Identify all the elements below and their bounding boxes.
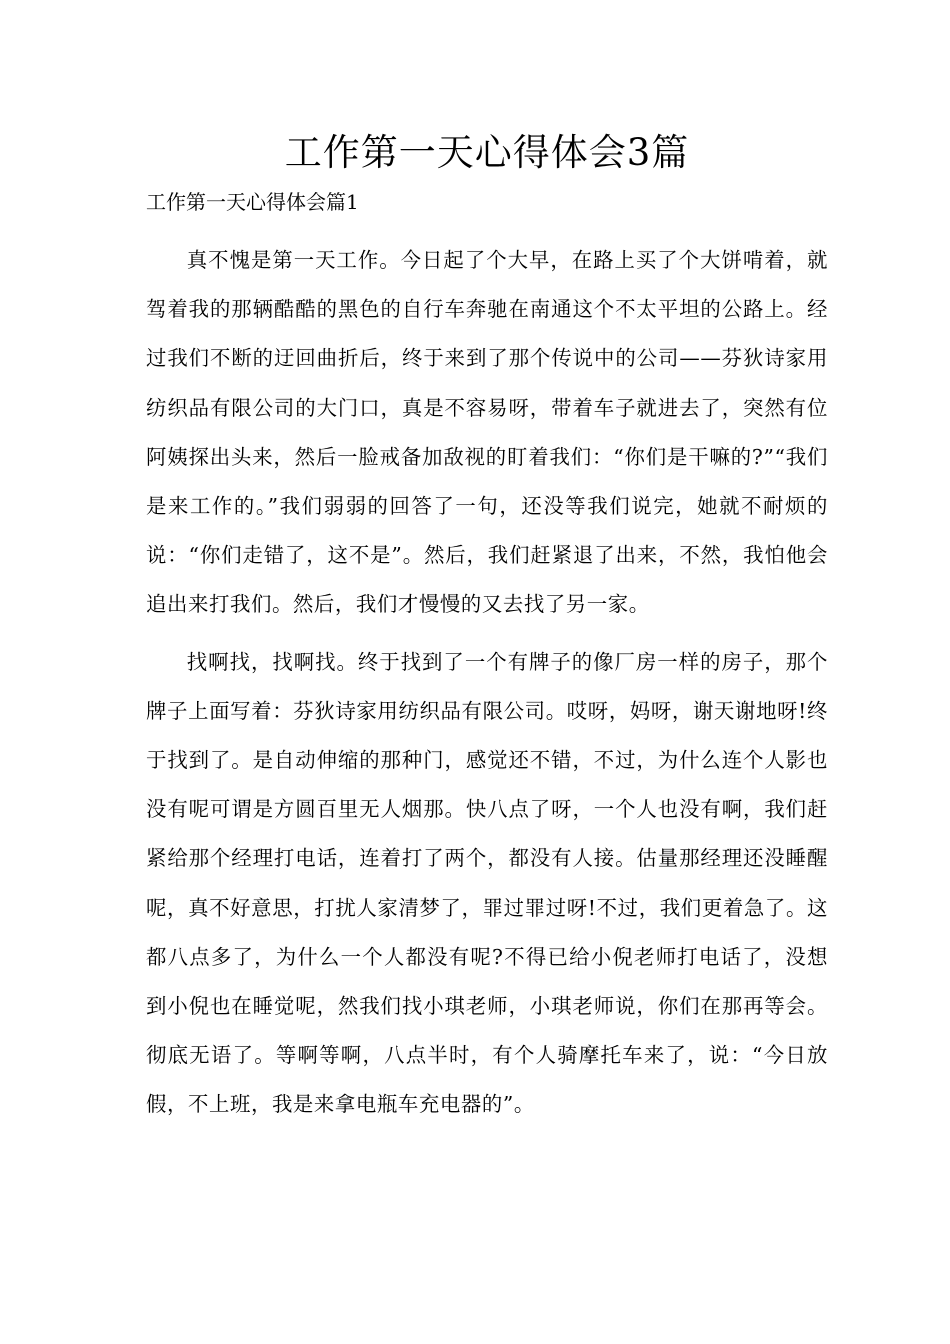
paragraph: 真不愧是第一天工作。今日起了个大早，在路上买了个大饼啃着，就驾着我的那辆酷酷的黑色的自行车奔驰在南通这个不太平坦的公路上。经过我们不断的迂回曲折后，终于来到了那个传说中的公司——芬狄诗家用纺织品有限公司的大门口，真是不容易呀，带着车子就进去了，突然有位阿姨探出头来，然后一脸戒备加敌视的盯着我们：“你们是干嘛的?”“我们是来工作的。”我们弱弱的回答了一句，还没等我们说完，她就不耐烦的说：“你们走错了，这不是”。然后，我们赶紧退了出来，不然，我怕他会追出来打我们。然后，我们才慢慢的又去找了另一家。 — [146, 248, 828, 617]
section-heading: 工作第一天心得体会篇1 — [146, 190, 359, 214]
article-body — [146, 236, 828, 1130]
document-title: 工作第一天心得体会3篇 — [284, 131, 690, 174]
paragraph: 找啊找，找啊找。终于找到了一个有牌子的像厂房一样的房子，那个牌子上面写着：芬狄诗家用纺织品有限公司。哎呀，妈呀，谢天谢地呀!终于找到了。是自动伸缩的那种门，感觉还不错，不过，为什么连个人影也没有呢可谓是方圆百里无人烟那。快八点了呀，一个人也没有啊，我们赶紧给那个经理打电话，连着打了两个，都没有人接。估量那经理还没睡醒呢，真不好意思，打扰人家清梦了，罪过罪过呀!不过，我们更着急了。这都八点多了，为什么一个人都没有呢?不得已给小倪老师打电话了，没想到小倪也在睡觉呢，然我们找小琪老师，小琪老师说，你们在那再等会。彻底无语了。等啊等啊，八点半时，有个人骑摩托车来了，说：“今日放假，不上班，我是来拿电瓶车充电器的”。 — [146, 649, 828, 1117]
